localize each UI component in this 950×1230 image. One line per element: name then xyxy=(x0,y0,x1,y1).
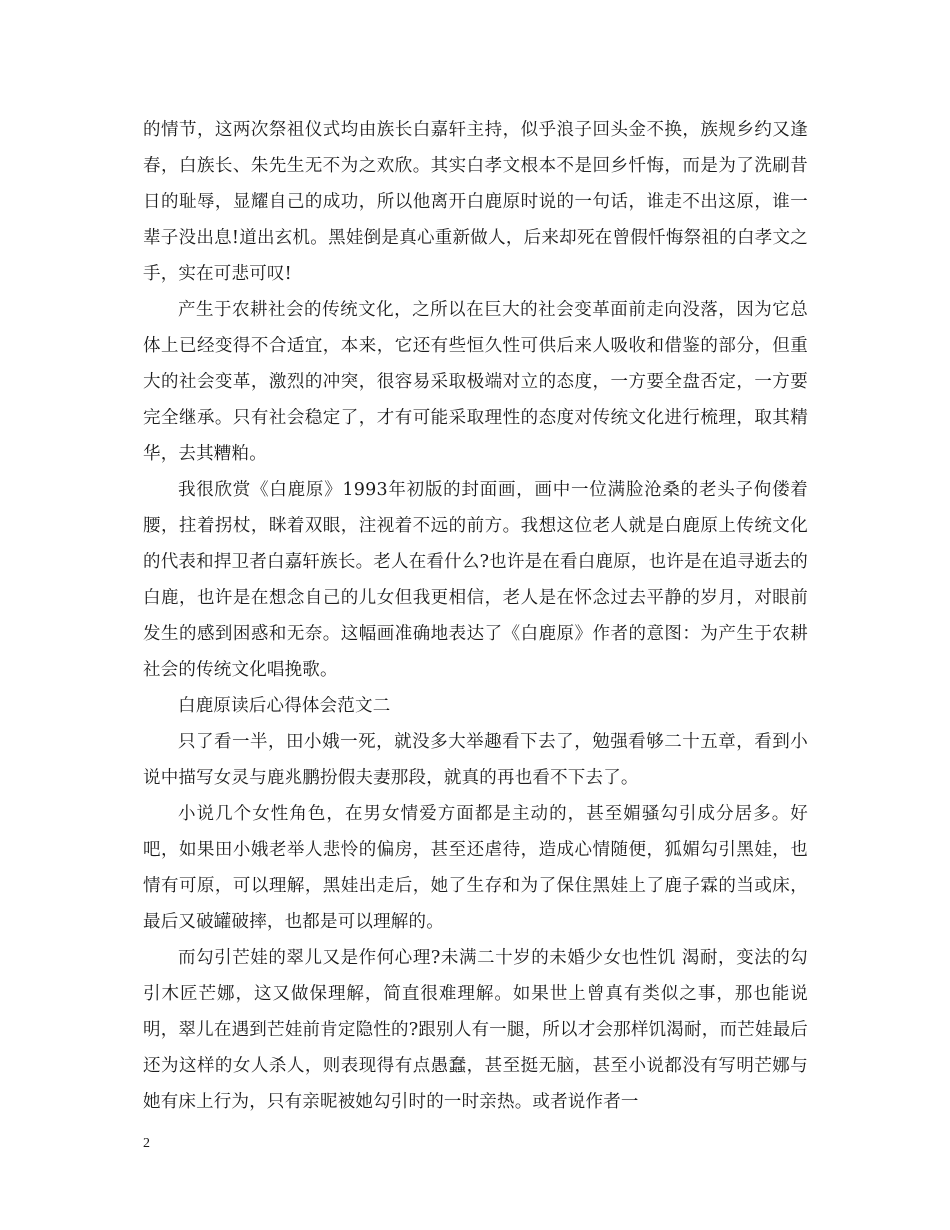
paragraph-reading-half: 只了看一半，田小娥一死，就没多大举趣看下去了，勉强看够二十五章，看到小说中描写女灵与鹿兆鹏扮假夫妻那段，就真的再也看不下去了。 xyxy=(143,732,808,788)
paragraph-cuier: 而勾引芒娃的翠儿又是作何心理?未满二十岁的未婚少女也性饥 渴耐，变法的勾引木匠芒娜，这又做保理解，简直很难理解。如果世上曾真有类似之事，那也能说明，翠儿在遇到芒娃前肯定隐性的?跟别人有一腿，所以才会那样饥渴耐，而芒娃最后还为这样的女人杀人，则表现得有点愚蠢，甚至挺无脑，甚至小说都没有写明芒娜与她有床上行为，只有亲昵被她勾引时的一时亲热。或者说作者一 xyxy=(143,948,808,1112)
document-body xyxy=(143,112,808,1120)
paragraph-female-characters: 小说几个女性角色，在男女情爱方面都是主动的，甚至媚骚勾引成分居多。好吧，如果田小娥老举人悲怜的偏房，甚至还虐待，造成心情随便，狐媚勾引黑娃，也情有可原，可以理解，黑娃出走后，她了生存和为了保住黑娃上了鹿子霖的当或床，最后又破罐破摔，也都是可以理解的。 xyxy=(143,804,808,932)
paragraph-traditional-culture: 产生于农耕社会的传统文化，之所以在巨大的社会变革面前走向没落，因为它总体上已经变得不合适宜，本来，它还有些恒久性可供后来人吸收和借鉴的部分，但重大的社会变革，激烈的冲突，很容易采取极端对立的态度，一方要全盘否定，一方要完全继承。只有社会稳定了，才有可能采取理性的态度对传统文化进行梳理，取其精华，去其糟粕。 xyxy=(143,300,808,464)
section-heading: 白鹿原读后心得体会范文二 xyxy=(178,696,391,716)
paragraph-continuation: 的情节，这两次祭祖仪式均由族长白嘉轩主持，似乎浪子回头金不换，族规乡约又逢春，白族长、朱先生无不为之欢欣。其实白孝文根本不是回乡忏悔，而是为了洗刷昔日的耻辱，显耀自己的成功，所以他离开白鹿原时说的一句话，谁走不出这原，谁一辈子没出息!道出玄机。黑娃倒是真心重新做人，后来却死在曾假忏悔祭祖的白孝文之手，实在可悲可叹! xyxy=(143,120,808,284)
page-number: 2 xyxy=(143,1136,150,1151)
paragraph-cover-painting: 我很欣赏《白鹿原》1993年初版的封面画，画中一位满脸沧桑的老头子佝偻着腰，拄着拐杖，眯着双眼，注视着不远的前方。我想这位老人就是白鹿原上传统文化的代表和捍卫者白嘉轩族长。老人在看什么?也许是在看白鹿原，也许是在追寻逝去的白鹿，也许是在想念自己的儿女但我更相信，老人是在怀念过去平静的岁月，对眼前发生的感到困惑和无奈。这幅画准确地表达了《白鹿原》作者的意图：为产生于农耕社会的传统文化唱挽歌。 xyxy=(143,480,808,680)
